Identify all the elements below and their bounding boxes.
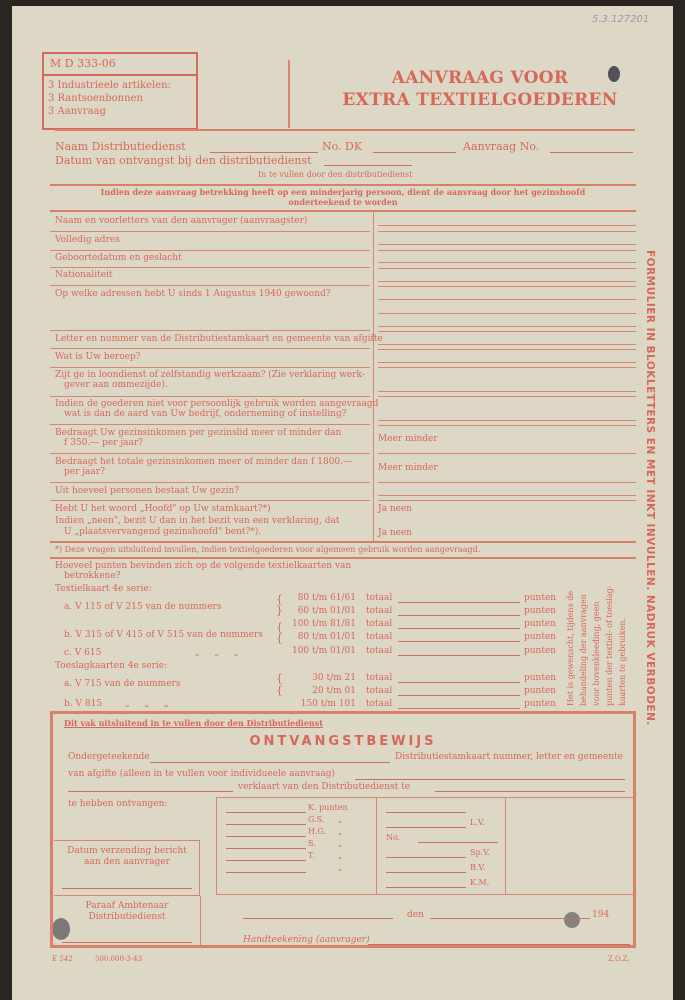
receipt-points-label: T. [308,851,315,860]
datum-verzending-2: aan den aanvrager [84,857,170,867]
points-item-a: a. V 115 of V 215 van de nummers [64,602,222,612]
receipt-coupon-field[interactable] [386,812,466,813]
receipt-coupon-field[interactable] [386,872,466,873]
points-total-field[interactable] [398,682,520,683]
q-hoofd-stamkaart: Hebt U het woord „Hoofd" op Uw stamkaart?*) [55,504,271,514]
receipt-coupon-label: B.V. [470,863,486,872]
totaal-label: totaal [366,632,393,642]
totaal-label: totaal [366,619,393,629]
receipt-coupon-field[interactable] [386,887,466,888]
divider [50,184,636,186]
form-code-box [42,52,198,130]
brace-icon: { [276,672,283,685]
q-totale-inkomen-1: Bedraagt het totale gezinsinkomen meer of minder dan f 1800.— [55,457,353,467]
receipt-points-field[interactable] [226,812,306,813]
answer-line[interactable] [378,391,636,392]
form-code: M D 333-06 [50,57,116,70]
receipt-points-label: S. [308,839,316,848]
punten-label: punten [524,593,557,603]
divider [50,557,636,559]
receipt-points-label: H.G. [308,827,327,836]
note-line: behandeling der aanvragen [579,594,588,706]
answer-line[interactable] [378,420,636,421]
brace-icon: { [276,632,283,645]
label-aanvraag-no: Aanvraag No. [463,140,540,153]
label-stamkaart: Distributiestamkaart nummer, letter en gemeente [395,752,623,762]
brace-icon: { [276,593,283,606]
receipt-coupon-field[interactable] [386,857,466,858]
note-line: punten der textiel- of toeslag- [605,585,614,706]
field-naam-distributiedienst[interactable] [210,152,318,153]
q-loondienst-2: gever aan ommezijde). [64,380,168,390]
field-plaats[interactable] [435,791,625,792]
points-total-field[interactable] [398,602,520,603]
q-naam: Naam en voorletters van den aanvrager (aanvraagster) [55,216,308,226]
field-handteekening[interactable] [368,944,630,945]
note-line: kaarten te gebruiken. [618,617,627,706]
receipt-coupon-label: L.V. [470,818,485,827]
field-datum-ontvangst[interactable] [324,165,412,166]
points-intro-1: Hoeveel punten bevinden zich op de volgende textielkaarten van [55,561,352,571]
answer-line[interactable] [378,244,636,245]
column-divider [373,212,374,542]
label-no-dk: No. DK [322,140,363,153]
field-verklaart[interactable] [68,791,233,792]
points-toeslag: Toeslagkaarten 4e serie: [55,661,168,671]
q-gezinsinkomen-1: Bedraagt Uw gezinsinkomen per gezinslid meer of minder dan [55,428,342,438]
note-in-te-vullen: In te vullen door den distributiedienst [258,170,413,179]
label-naam-distributiedienst: Naam Distributiedienst [55,140,186,153]
divider [50,541,636,543]
field-datum[interactable] [430,918,590,919]
receipt-no-field[interactable] [418,842,498,843]
q-stamkaart: Letter en nummer van de Distributiestamkaart en gemeente van afgifte [55,334,383,344]
points-range: 150 t/m 101 [300,699,356,709]
answer-line[interactable] [378,326,636,327]
totaal-label: totaal [366,686,393,696]
label-den: den [407,910,424,920]
answer-line[interactable] [378,344,636,345]
totaal-label: totaal [366,593,393,603]
footer-zoz: Z.O.Z. [608,955,630,963]
title-line-1: AANVRAAG VOOR [391,68,569,88]
q-adressen-sinds-1940: Op welke adressen hebt U sinds 1 Augustus 1940 gewoond? [55,289,331,299]
receipt-title: ONTVANGSTBEWIJS [249,734,437,749]
points-total-field[interactable] [398,641,520,642]
receipt-coupon-label: Sp.V. [470,848,491,857]
field-datum-verzending[interactable] [62,888,192,889]
field-plaats-datum[interactable] [243,918,393,919]
answer-line[interactable] [378,495,636,496]
receipt-no-label: No. [386,833,401,842]
receipt-coupon-field[interactable] [386,827,466,828]
ditto-mark: „ [338,863,343,872]
receipt-points-field[interactable] [226,848,306,849]
totaal-label: totaal [366,673,393,683]
points-textielkaart: Textielkaart 4e serie: [55,584,152,594]
receipt-points-label: G.S. [308,815,325,824]
answer-line[interactable] [378,262,636,263]
divider [55,129,635,131]
answer-meer-minder-1800[interactable]: Meer minder [378,463,438,473]
points-range: 100 t/m 81/81 [291,619,356,629]
brace-icon: } [276,604,283,617]
receipt-points-field[interactable] [226,860,306,861]
paraaf-2: Distributiedienst [88,912,166,922]
q-adres: Volledig adres [55,235,120,245]
points-item-toeslag-a: a. V 715 van de nummers [64,679,181,689]
label-year: 194 [592,910,610,920]
field-ondergeteekende[interactable] [150,762,390,763]
receipt-points-field[interactable] [226,872,306,873]
label-verklaart: verklaart van den Distributiedienst te [238,782,411,792]
field-van-afgifte[interactable] [355,779,625,780]
archive-number: 5.3.127201 [592,14,650,25]
receipt-coupon-label: K.M. [470,878,490,887]
totaal-label: totaal [366,699,393,709]
label-ondergeteekende: Ondergeteekende [68,752,150,762]
form-line: 3 Rantsoenbonnen [48,93,143,104]
title-line-2: EXTRA TEXTIELGOEDEREN [342,90,618,110]
q-aard-bedrijf-1: Indien de goederen niet voor persoonlijk gebruik worden aangevraagd [55,399,379,409]
answer-ja-neen-plaatsvervangend[interactable]: Ja neen [378,528,413,538]
points-range: 60 t/m 01/01 [297,606,356,616]
field-no-dk[interactable] [373,152,456,153]
points-range: 80 t/m 01/01 [297,632,356,642]
q-beroep: Wat is Uw beroep? [55,352,141,362]
divider [50,210,636,212]
points-range: 80 t/m 61/61 [297,593,356,603]
ditto-mark: „ [338,815,343,824]
punten-label: punten [524,699,557,709]
brace-icon: { [276,621,283,634]
footnote: *) Deze vragen uitsluitend invullen, indien textielgoederen voor algemeen gebruik worden aangevraagd. [55,545,481,554]
answer-line[interactable] [378,281,636,282]
points-item-b: b. V 315 of V 415 of V 515 van de nummers [64,630,263,640]
q-gezin-personen: Uit hoeveel personen bestaat Uw gezin? [55,486,240,496]
brace-icon: { [276,684,283,697]
answer-ja-neen-hoofd[interactable]: Ja neen [378,504,413,514]
ditto-mark: „ [338,851,343,860]
totaal-label: totaal [366,606,393,616]
points-item-c: c. V 615 [64,648,102,658]
points-total-field[interactable] [398,615,520,616]
points-item-toeslag-b: b. V 815 [64,699,103,709]
punten-label: punten [524,646,557,656]
ditto-marks: „ „ „ [125,699,175,709]
q-gezinsinkomen-2: f 350.— per jaar? [64,438,143,448]
points-range: 20 t/m 01 [312,686,356,696]
totaal-label: totaal [366,646,393,656]
divider [288,60,290,128]
answer-line[interactable] [378,362,636,363]
form-line: 3 Industrieele artikelen: [48,80,171,91]
points-total-field[interactable] [398,695,520,696]
field-paraaf[interactable] [62,942,192,943]
ditto-mark: „ [338,839,343,848]
answer-line[interactable] [378,299,636,300]
form-line: 3 Aanvraag [48,106,106,117]
label-van-afgifte: van afgifte (alleen in te vullen voor individueele aanvraag) [68,769,336,779]
points-total-field[interactable] [398,628,520,629]
datum-verzending-1: Datum verzending bericht [67,846,187,856]
q-totale-inkomen-2: per jaar? [64,467,105,477]
note-line: Het is gewenscht, tijdens de [566,590,575,706]
answer-line[interactable] [378,225,636,226]
paraaf-1: Paraaf Ambtenaar [85,901,169,911]
label-datum-ontvangst: Datum van ontvangst bij den distributiedienst [55,154,312,167]
punten-label: punten [524,606,557,616]
footer-code: E 542 [52,955,73,963]
q-plaatsvervangend-1: Indien „neen", bezit U dan in het bezit van een verklaring, dat [55,516,340,526]
field-aanvraag-no[interactable] [550,152,633,153]
points-intro-2: betrokkene? [64,571,121,581]
points-note [566,566,636,706]
notice-line-1: Indien deze aanvraag betrekking heeft op een minderjarig persoon, dient de aanvraag door het gezinshoofd [100,187,586,197]
ditto-marks: „ „ „ [195,648,245,658]
punten-label: punten [524,673,557,683]
punten-label: punten [524,619,557,629]
points-range: 100 t/m 01/01 [291,646,356,656]
ditto-mark: „ [338,827,343,836]
receipt-points-field[interactable] [226,836,306,837]
label-handteekening: Handteekening (aanvrager) [243,935,370,945]
receipt-points-label: K. punten [308,803,348,812]
q-geboortedatum: Geboortedatum en geslacht [55,253,182,263]
points-total-field[interactable] [398,708,520,709]
points-total-field[interactable] [398,655,520,656]
q-loondienst-1: Zijt ge in loondienst of zelfstandig werkzaam? (Zie verklaring werk- [55,370,365,380]
receipt-heading-note: Dit vak uitsluitend in te vullen door den Distributiedienst [64,718,323,728]
q-aard-bedrijf-2: wat is dan de aard van Uw bedrijf, onderneming of instelling? [64,409,347,419]
footer-print-run: 500.000-3-43 [95,955,143,963]
points-range: 30 t/m 21 [312,673,356,683]
q-nationaliteit: Nationaliteit [55,270,113,280]
side-instruction-text: FORMULIER IN BLOKLETTERS EN MET INKT INVULLEN. NADRUK VERBODEN. [644,250,656,726]
q-plaatsvervangend-2: U „plaatsvervangend gezinshoofd" bent?*). [64,527,262,537]
note-line: voor bovenkleeding, geen [592,601,601,706]
notice-line-2: onderteekend te worden [288,197,398,207]
side-instruction [640,250,658,730]
punten-label: punten [524,686,557,696]
label-ontvangen: te hebben ontvangen: [68,799,168,809]
answer-meer-minder-350[interactable]: Meer minder [378,434,438,444]
punten-label: punten [524,632,557,642]
answer-line[interactable] [378,313,636,314]
receipt-points-field[interactable] [226,824,306,825]
